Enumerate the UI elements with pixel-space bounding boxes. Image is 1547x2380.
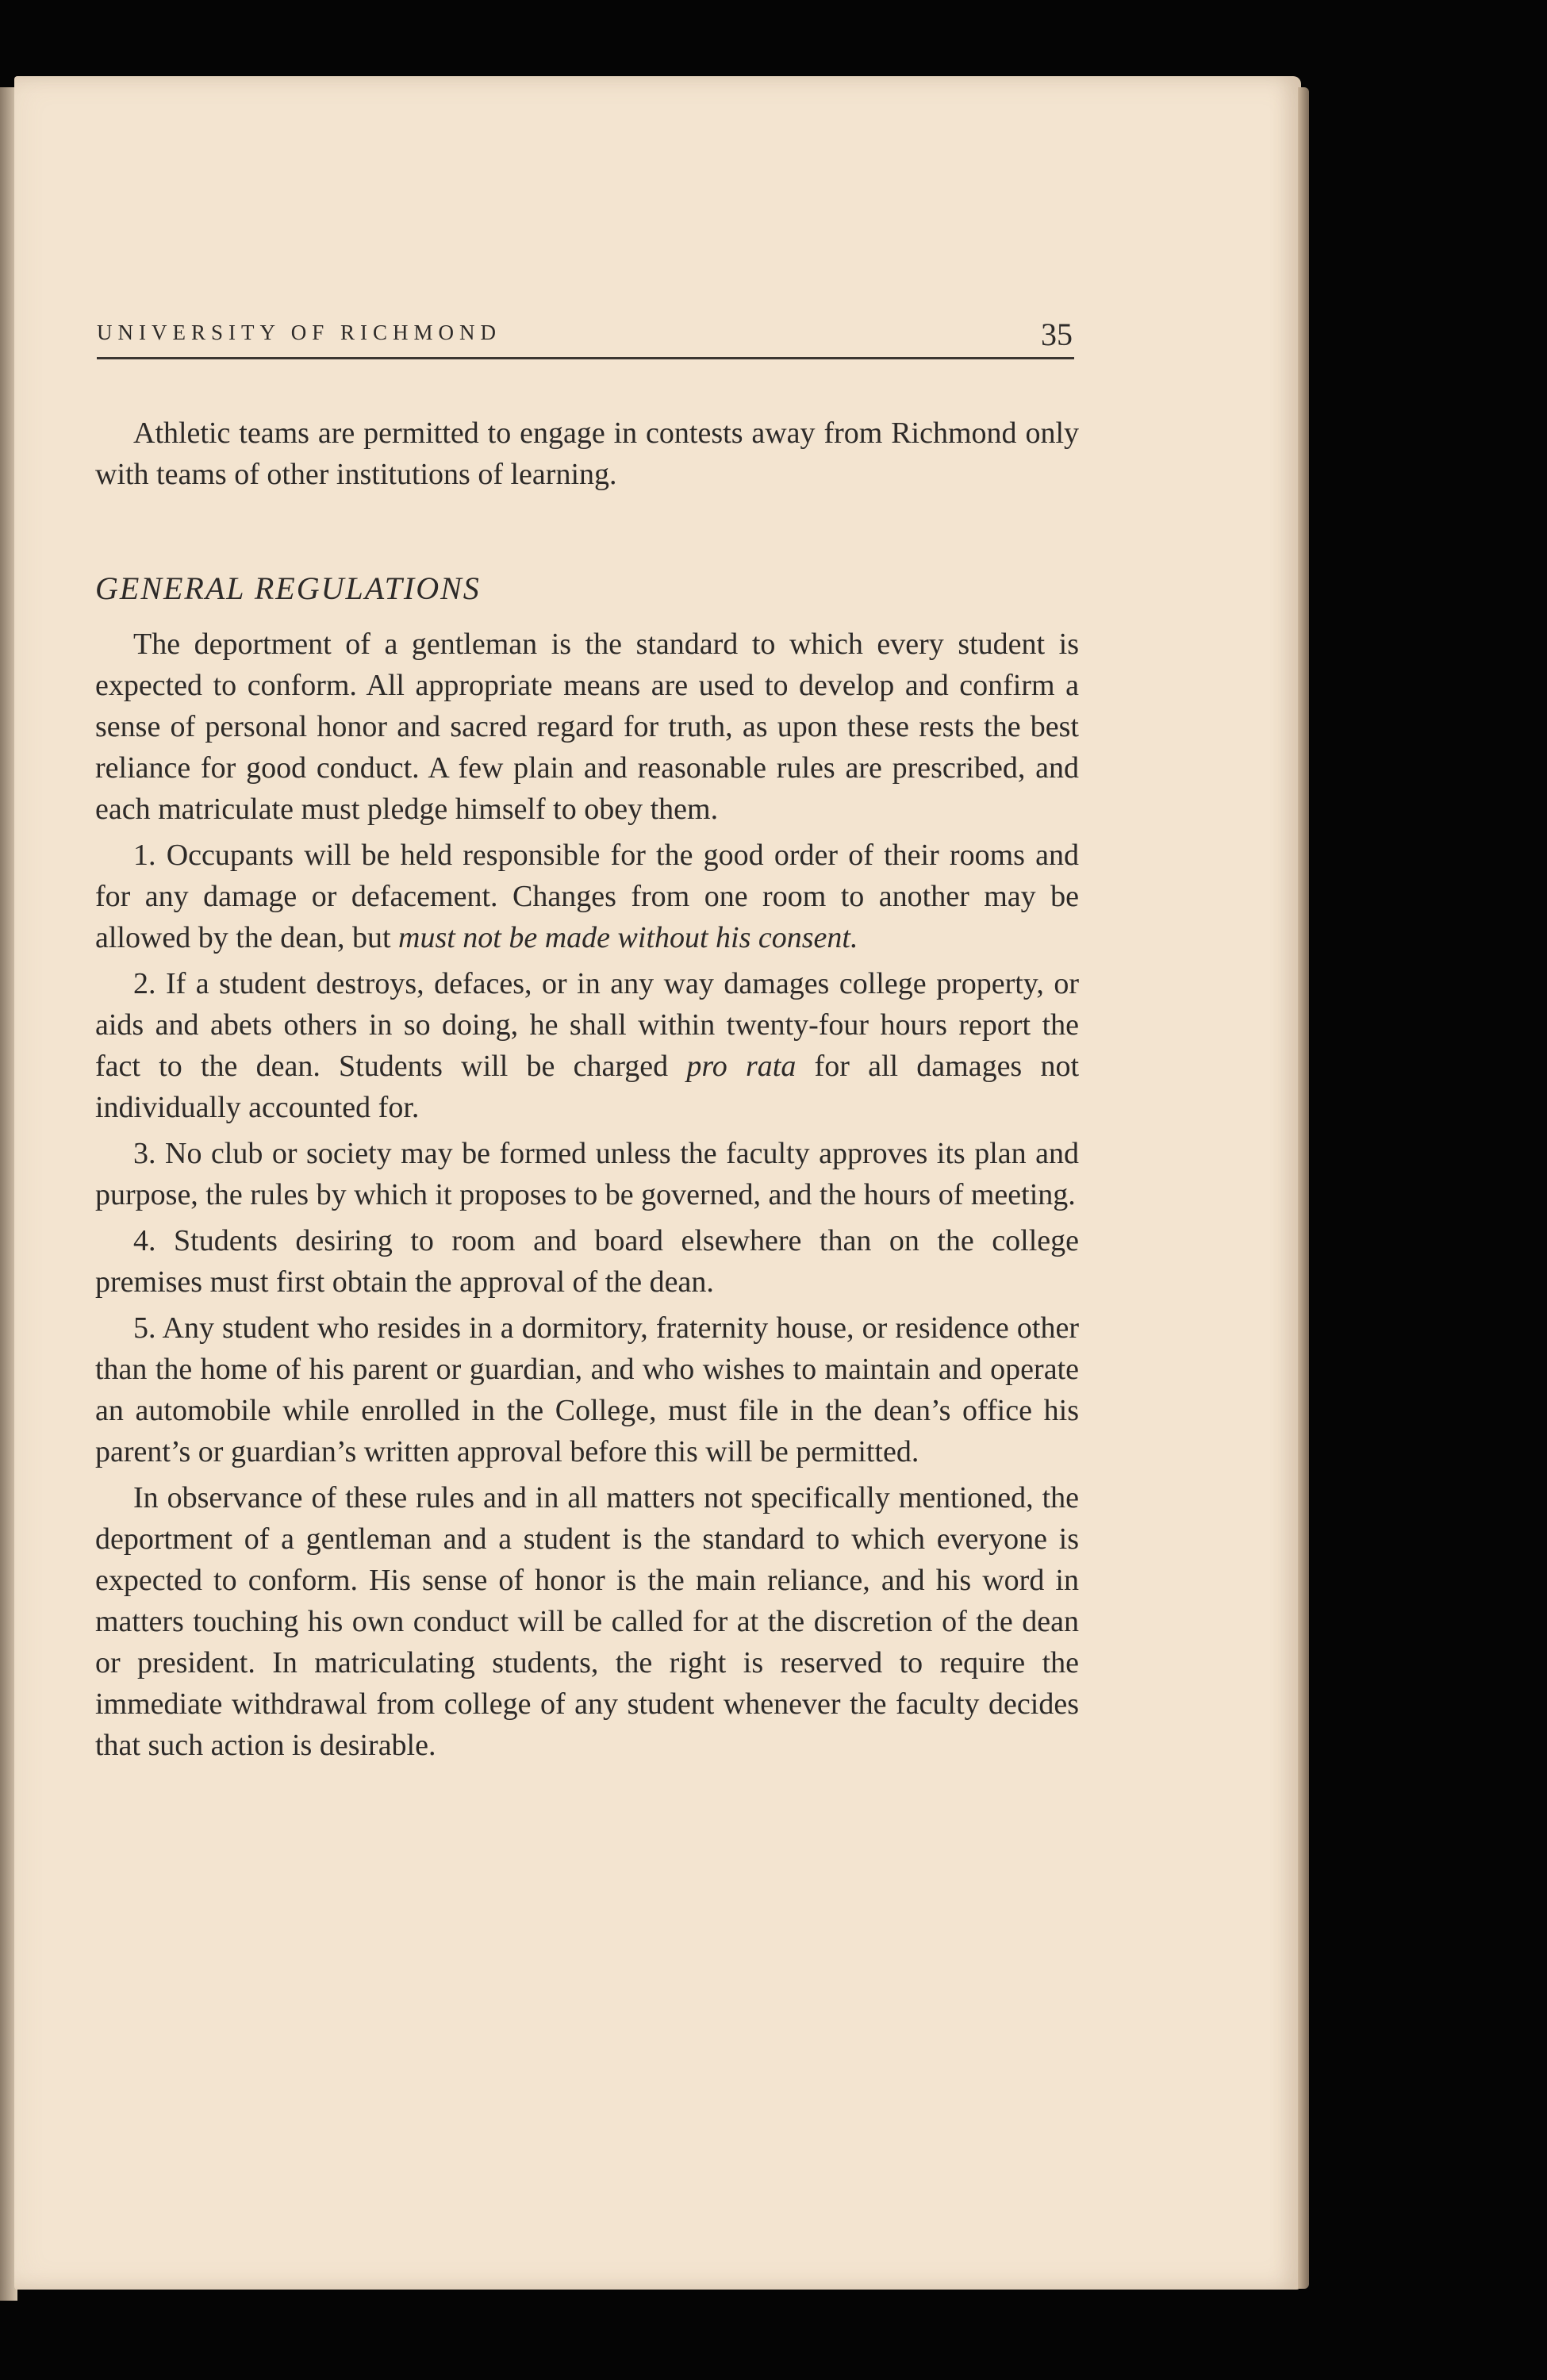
page-right-edge [1298,87,1309,2289]
rule-4: 4. Students desiring to room and board elsewhere than on the college premises must first obtain the approval of the dean. [95,1224,1079,1299]
regulations-intro-paragraph: The deportment of a gentleman is the standard to which every student is expected to conform. All appropriate means are used to develop and confirm a sense of personal honor and sacred regard for truth, as upon these rests the best reliance for good conduct. A few plain and reasonable rules are prescribed, and each matriculate must pledge himself to obey them. [95,628,1079,826]
running-head [97,316,1074,359]
page-body [95,413,1079,1766]
rule-2-after: for all damages not individually accounted for. [95,1050,1080,1124]
closing-paragraph: In observance of these rules and in all matters not specifically mentioned, the deportment of a gentleman and a student is the standard to which everyone is expected to conform. His sense of honor is the main reliance, and his word in matters touching his own conduct will be called for at the discretion of the dean or president. In matriculating students, the right is reserved to require the immediate withdrawal from college of any student whenever the faculty decides that such action is desirable. [95,1481,1079,1762]
rule-2 [95,963,1079,1128]
rule-1-emphasis: must not be made without his consent. [398,921,858,954]
rule-1 [95,835,1079,958]
section-heading: GENERAL REGULATIONS [95,570,481,606]
rule-5: 5. Any student who resides in a dormitory, fraternity house, or residence other than the home of his parent or guardian, and who wishes to maintain and operate an automobile while enrolled in the College, must file in the dean’s office his parent’s or guardian’s written approval before this will be permitted. [95,1311,1079,1468]
rule-3: 3. No club or society may be formed unless the faculty approves its plan and purpose, the rules by which it proposes to be governed, and the hours of meeting. [95,1137,1079,1211]
intro-paragraph: Athletic teams are permitted to engage in contests away from Richmond only with teams of other institutions of learning. [95,416,1079,491]
running-head-title: UNIVERSITY OF RICHMOND [97,321,502,344]
rule-2-text: 2. If a student destroys, defaces, or in any way damages college property, or aids and abets others in so doing, he shall within twenty-four hours report the fact to the dean. Students will be charged [95,967,1079,1083]
rule-1-text: 1. Occupants will be held responsible for the good order of their rooms and for any damage or defacement. Changes from one room to another may be allowed by the dean, but [95,839,1079,954]
page-number: 35 [1041,317,1073,352]
rule-2-emphasis: pro rata [686,1050,797,1083]
